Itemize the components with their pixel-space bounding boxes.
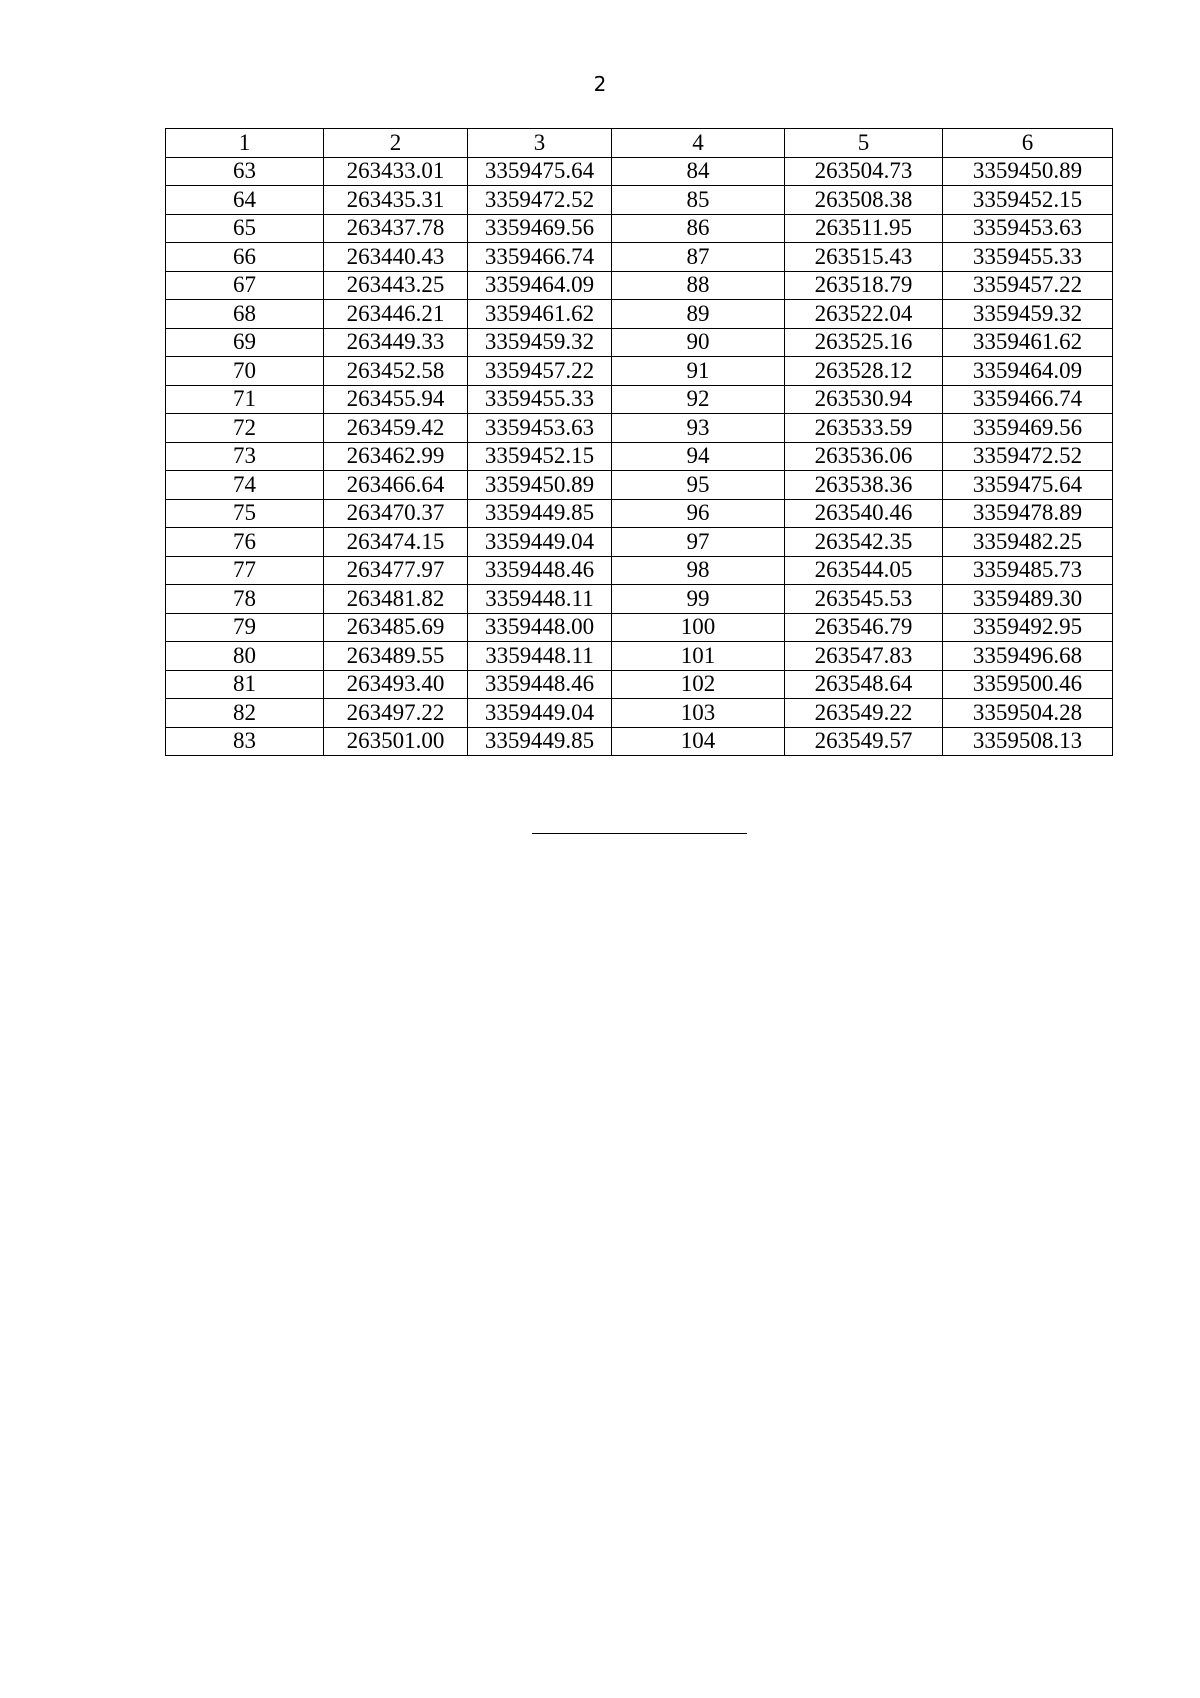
table-cell: 89	[612, 300, 785, 329]
table-cell: 263545.53	[785, 585, 943, 614]
table-cell: 76	[166, 528, 324, 557]
table-cell: 263443.25	[324, 271, 468, 300]
table-cell: 3359453.63	[468, 414, 612, 443]
table-cell: 263540.46	[785, 499, 943, 528]
table-row	[166, 243, 1113, 272]
table-cell: 3359450.89	[943, 157, 1113, 186]
table-cell: 263538.36	[785, 471, 943, 500]
table-cell: 3359489.30	[943, 585, 1113, 614]
table-cell: 73	[166, 442, 324, 471]
table-row	[166, 699, 1113, 728]
table-cell: 64	[166, 186, 324, 215]
table-cell: 3359485.73	[943, 556, 1113, 585]
table-cell: 3359449.85	[468, 499, 612, 528]
table-row	[166, 442, 1113, 471]
table-cell: 3359504.28	[943, 699, 1113, 728]
table-cell: 263452.58	[324, 357, 468, 386]
table-row	[166, 585, 1113, 614]
table-cell: 263501.00	[324, 727, 468, 756]
table-cell: 3359448.46	[468, 670, 612, 699]
table-row	[166, 499, 1113, 528]
table-header-row	[166, 129, 1113, 158]
table-cell: 263548.64	[785, 670, 943, 699]
table-cell: 263497.22	[324, 699, 468, 728]
table-cell: 3359455.33	[468, 385, 612, 414]
table-cell: 65	[166, 214, 324, 243]
table-cell: 3359475.64	[468, 157, 612, 186]
table-cell: 263546.79	[785, 613, 943, 642]
table-cell: 3359457.22	[943, 271, 1113, 300]
table-cell: 91	[612, 357, 785, 386]
table-cell: 3359448.46	[468, 556, 612, 585]
table-cell: 263518.79	[785, 271, 943, 300]
table-cell: 263437.78	[324, 214, 468, 243]
table-cell: 3359469.56	[468, 214, 612, 243]
table-cell: 3359472.52	[943, 442, 1113, 471]
table-cell: 104	[612, 727, 785, 756]
table-cell: 70	[166, 357, 324, 386]
table-row	[166, 186, 1113, 215]
table-cell: 3359452.15	[943, 186, 1113, 215]
table-cell: 103	[612, 699, 785, 728]
table-cell: 3359461.62	[468, 300, 612, 329]
table-cell: 263549.22	[785, 699, 943, 728]
column-number-cell: 1	[166, 129, 324, 158]
table-cell: 90	[612, 328, 785, 357]
table-cell: 3359496.68	[943, 642, 1113, 671]
table-cell: 263522.04	[785, 300, 943, 329]
table-cell: 3359453.63	[943, 214, 1113, 243]
table-cell: 84	[612, 157, 785, 186]
table-cell: 3359466.74	[468, 243, 612, 272]
table-row	[166, 157, 1113, 186]
table-cell: 95	[612, 471, 785, 500]
table-cell: 102	[612, 670, 785, 699]
table-cell: 63	[166, 157, 324, 186]
table-cell: 3359464.09	[468, 271, 612, 300]
table-cell: 263459.42	[324, 414, 468, 443]
table-cell: 88	[612, 271, 785, 300]
table-cell: 3359482.25	[943, 528, 1113, 557]
table-cell: 94	[612, 442, 785, 471]
table-row	[166, 385, 1113, 414]
table-cell: 3359449.85	[468, 727, 612, 756]
table-cell: 82	[166, 699, 324, 728]
table-cell: 263474.15	[324, 528, 468, 557]
table-cell: 83	[166, 727, 324, 756]
table-row	[166, 727, 1113, 756]
table-cell: 3359475.64	[943, 471, 1113, 500]
table-cell: 263481.82	[324, 585, 468, 614]
table-cell: 3359464.09	[943, 357, 1113, 386]
table-row	[166, 528, 1113, 557]
table-cell: 67	[166, 271, 324, 300]
table-cell: 263485.69	[324, 613, 468, 642]
table-row	[166, 642, 1113, 671]
table-cell: 263508.38	[785, 186, 943, 215]
table-cell: 263536.06	[785, 442, 943, 471]
page-number: 2	[593, 72, 607, 96]
table-cell: 3359448.11	[468, 642, 612, 671]
table-cell: 74	[166, 471, 324, 500]
table-cell: 263504.73	[785, 157, 943, 186]
table-cell: 3359461.62	[943, 328, 1113, 357]
table-cell: 99	[612, 585, 785, 614]
table-cell: 3359492.95	[943, 613, 1113, 642]
table-cell: 78	[166, 585, 324, 614]
end-rule	[532, 833, 747, 834]
table-cell: 263449.33	[324, 328, 468, 357]
table-cell: 3359457.22	[468, 357, 612, 386]
table-cell: 263455.94	[324, 385, 468, 414]
table-cell: 92	[612, 385, 785, 414]
table-cell: 3359472.52	[468, 186, 612, 215]
table-row	[166, 414, 1113, 443]
table-cell: 77	[166, 556, 324, 585]
table-cell: 263544.05	[785, 556, 943, 585]
table-cell: 263489.55	[324, 642, 468, 671]
table-cell: 3359459.32	[943, 300, 1113, 329]
table-cell: 3359469.56	[943, 414, 1113, 443]
table-cell: 86	[612, 214, 785, 243]
column-number-cell: 3	[468, 129, 612, 158]
table-cell: 75	[166, 499, 324, 528]
table-body	[166, 129, 1113, 756]
table-row	[166, 214, 1113, 243]
table-row	[166, 556, 1113, 585]
table-cell: 263549.57	[785, 727, 943, 756]
coordinates-table	[165, 128, 1113, 756]
table-cell: 66	[166, 243, 324, 272]
table-cell: 263446.21	[324, 300, 468, 329]
table-cell: 263440.43	[324, 243, 468, 272]
table-row	[166, 357, 1113, 386]
table-cell: 93	[612, 414, 785, 443]
table-cell: 3359449.04	[468, 699, 612, 728]
table-cell: 85	[612, 186, 785, 215]
table-cell: 263477.97	[324, 556, 468, 585]
table-cell: 263435.31	[324, 186, 468, 215]
table-cell: 263515.43	[785, 243, 943, 272]
table-row	[166, 613, 1113, 642]
table-cell: 263528.12	[785, 357, 943, 386]
table-cell: 79	[166, 613, 324, 642]
table-row	[166, 271, 1113, 300]
table-cell: 3359466.74	[943, 385, 1113, 414]
table-cell: 87	[612, 243, 785, 272]
column-number-cell: 2	[324, 129, 468, 158]
table-cell: 263547.83	[785, 642, 943, 671]
table-cell: 263466.64	[324, 471, 468, 500]
column-number-cell: 6	[943, 129, 1113, 158]
table-cell: 263533.59	[785, 414, 943, 443]
table-cell: 3359449.04	[468, 528, 612, 557]
table-cell: 72	[166, 414, 324, 443]
table-cell: 3359459.32	[468, 328, 612, 357]
table-row	[166, 328, 1113, 357]
table-cell: 71	[166, 385, 324, 414]
table-cell: 263511.95	[785, 214, 943, 243]
table-cell: 3359455.33	[943, 243, 1113, 272]
table-cell: 68	[166, 300, 324, 329]
table-cell: 80	[166, 642, 324, 671]
table-cell: 263542.35	[785, 528, 943, 557]
column-number-cell: 4	[612, 129, 785, 158]
table-cell: 263470.37	[324, 499, 468, 528]
table-cell: 3359448.11	[468, 585, 612, 614]
table-cell: 3359478.89	[943, 499, 1113, 528]
table-row	[166, 471, 1113, 500]
column-number-cell: 5	[785, 129, 943, 158]
table-cell: 263433.01	[324, 157, 468, 186]
table-cell: 263525.16	[785, 328, 943, 357]
table-cell: 263493.40	[324, 670, 468, 699]
table-cell: 3359508.13	[943, 727, 1113, 756]
table-cell: 81	[166, 670, 324, 699]
table-cell: 263530.94	[785, 385, 943, 414]
table-cell: 98	[612, 556, 785, 585]
table-cell: 263462.99	[324, 442, 468, 471]
table-cell: 101	[612, 642, 785, 671]
table-cell: 3359448.00	[468, 613, 612, 642]
table-cell: 3359450.89	[468, 471, 612, 500]
table-cell: 69	[166, 328, 324, 357]
table-cell: 96	[612, 499, 785, 528]
table-row	[166, 670, 1113, 699]
table-cell: 100	[612, 613, 785, 642]
table-cell: 97	[612, 528, 785, 557]
table-cell: 3359452.15	[468, 442, 612, 471]
table-row	[166, 300, 1113, 329]
table-cell: 3359500.46	[943, 670, 1113, 699]
